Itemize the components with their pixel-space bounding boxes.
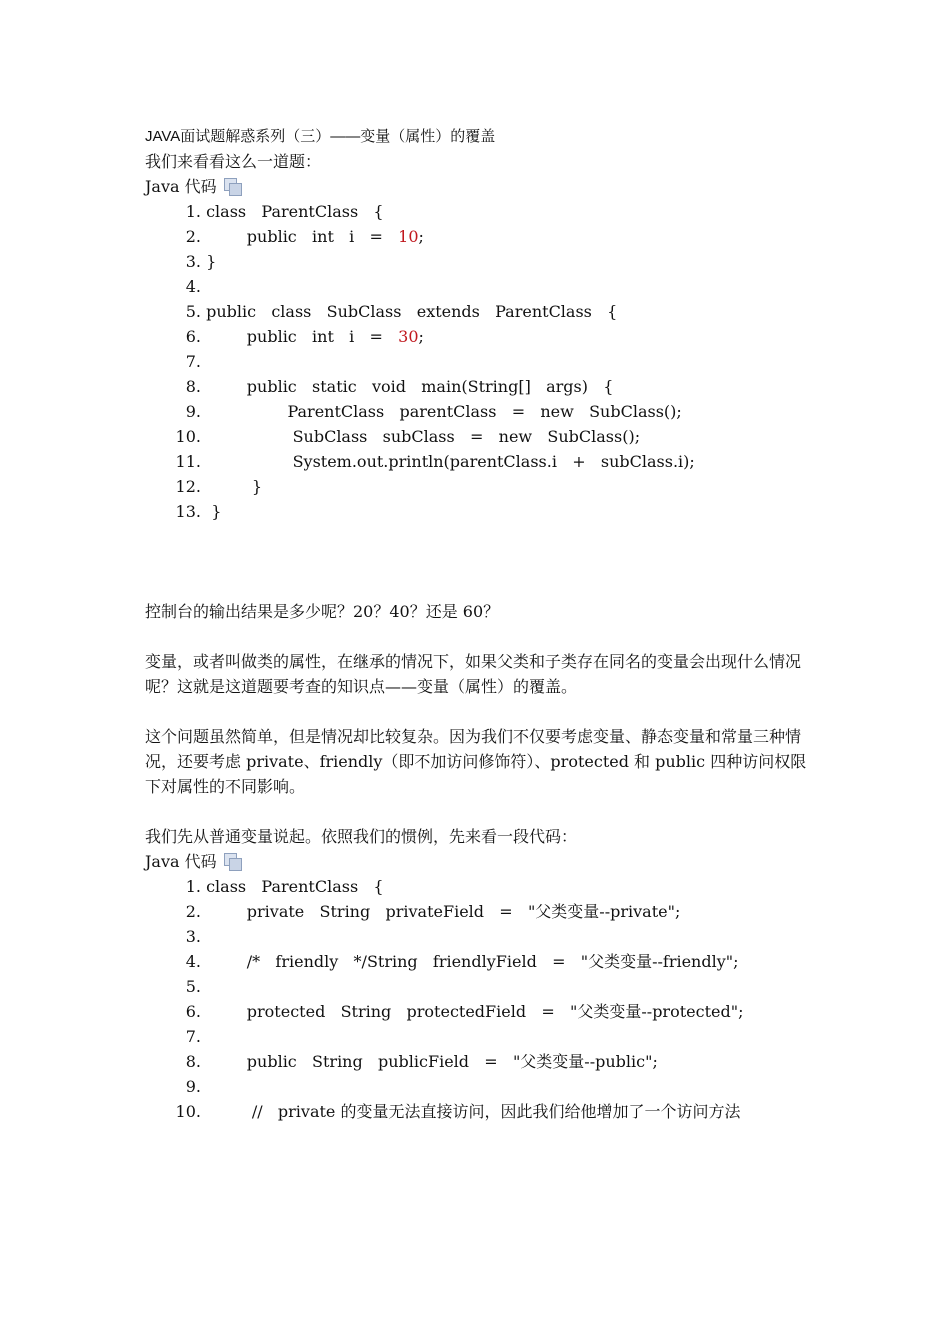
code-line (145, 499, 810, 524)
code-segment: /* friendly */String friendlyField = "父类变量--friendly"; (206, 952, 739, 971)
code-text (206, 299, 810, 324)
code-text (206, 249, 810, 274)
line-number: 11. (175, 452, 201, 471)
code-text (206, 1074, 810, 1099)
code-segment: public static void main(String[] args) { (206, 377, 614, 396)
line-number: 8. (185, 377, 201, 396)
code-literal: 30 (398, 327, 419, 346)
code-line (145, 474, 810, 499)
code-line (145, 249, 810, 274)
code-segment: System.out.println(parentClass.i + subClass.i); (206, 452, 695, 471)
code-text (206, 924, 810, 949)
code-text (206, 1024, 810, 1049)
line-number: 3. (185, 252, 201, 271)
code-text (206, 399, 810, 424)
code-line (145, 924, 810, 949)
line-number: 10. (175, 427, 201, 446)
line-number: 9. (185, 402, 201, 421)
code-line (145, 1074, 810, 1099)
code-segment: class ParentClass { (206, 202, 384, 221)
code-line (145, 949, 810, 974)
line-number: 6. (185, 1002, 201, 1021)
code-text (206, 324, 810, 349)
code-segment: } (206, 252, 217, 271)
line-number: 7. (185, 352, 201, 371)
code-line (145, 1049, 810, 1074)
code-line (145, 399, 810, 424)
line-number: 10. (175, 1102, 201, 1121)
code-text (206, 874, 810, 899)
line-number: 2. (185, 227, 201, 246)
code-segment: } (206, 477, 263, 496)
code-text (206, 449, 810, 474)
line-number: 8. (185, 1052, 201, 1071)
code-line (145, 224, 810, 249)
line-number: 5. (185, 977, 201, 996)
code-text (206, 374, 810, 399)
line-number: 2. (185, 902, 201, 921)
line-number: 4. (185, 952, 201, 971)
code-text (206, 224, 810, 249)
code-line (145, 974, 810, 999)
code-text (206, 1049, 810, 1074)
article-title: JAVA面试题解惑系列（三）——变量（属性）的覆盖 (145, 128, 496, 145)
code-label-text: Java 代码 (145, 177, 217, 196)
code-text (206, 499, 810, 524)
line-number: 4. (185, 277, 201, 296)
code-text (206, 999, 810, 1024)
code-text (206, 474, 810, 499)
code-text (206, 274, 810, 299)
code-segment: ; (418, 327, 424, 346)
code-text (206, 349, 810, 374)
code-line (145, 374, 810, 399)
paragraph-1: 变量，或者叫做类的属性，在继承的情况下，如果父类和子类存在同名的变量会出现什么情况呢？这就是这道题要考查的知识点——变量（属性）的覆盖。 (145, 652, 802, 696)
line-number: 1. (185, 877, 201, 896)
code-segment: public int i = (206, 227, 399, 246)
code-segment: public class SubClass extends ParentClass { (206, 302, 618, 321)
code-line (145, 1099, 810, 1124)
code-segment: public int i = (206, 327, 399, 346)
code-text (206, 974, 810, 999)
code-text (206, 199, 810, 224)
line-number: 6. (185, 327, 201, 346)
code-line (145, 324, 810, 349)
intro-text: 我们来看看这么一道题： (145, 152, 322, 171)
code-line (145, 1024, 810, 1049)
copy-icon[interactable] (223, 852, 241, 870)
code-line (145, 299, 810, 324)
document-page (145, 124, 810, 1124)
paragraph-3: 我们先从普通变量说起。依照我们的惯例，先来看一段代码： (145, 827, 578, 846)
code-block-1 (145, 199, 810, 524)
code-segment: ParentClass parentClass = new SubClass(); (206, 402, 682, 421)
code-segment: SubClass subClass = new SubClass(); (206, 427, 641, 446)
line-number: 1. (185, 202, 201, 221)
paragraph-2: 这个问题虽然简单，但是情况却比较复杂。因为我们不仅要考虑变量、静态变量和常量三种情况，还要考虑 private、friendly（即不加访问修饰符）、protected 和 public 四种访问权限下对属性的不同影响。 (145, 727, 807, 796)
line-number: 7. (185, 1027, 201, 1046)
copy-icon[interactable] (223, 177, 241, 195)
code-line (145, 899, 810, 924)
line-number: 9. (185, 1077, 201, 1096)
code-line (145, 449, 810, 474)
code-segment: // private 的变量无法直接访问，因此我们给他增加了一个访问方法 (206, 1102, 741, 1121)
code-line (145, 274, 810, 299)
code-label-text: Java 代码 (145, 852, 217, 871)
code-segment: private String privateField = "父类变量--private"; (206, 902, 681, 921)
code-line (145, 999, 810, 1024)
code-line (145, 349, 810, 374)
line-number: 12. (175, 477, 201, 496)
code-line (145, 199, 810, 224)
code-segment: ; (418, 227, 424, 246)
code-segment: protected String protectedField = "父类变量--protected"; (206, 1002, 744, 1021)
code-block-2 (145, 874, 810, 1124)
code-line (145, 874, 810, 899)
line-number: 13. (175, 502, 201, 521)
line-number: 5. (185, 302, 201, 321)
code-literal: 10 (398, 227, 419, 246)
question-text: 控制台的输出结果是多少呢？20？40？还是 60？ (145, 602, 500, 621)
code-label-1 (145, 174, 810, 199)
code-text (206, 424, 810, 449)
code-line (145, 424, 810, 449)
code-text (206, 899, 810, 924)
code-text (206, 949, 810, 974)
code-text (206, 1099, 810, 1124)
code-segment: } (206, 502, 222, 521)
code-label-2 (145, 849, 810, 874)
line-number: 3. (185, 927, 201, 946)
code-segment: class ParentClass { (206, 877, 384, 896)
code-segment: public String publicField = "父类变量--public"; (206, 1052, 658, 1071)
